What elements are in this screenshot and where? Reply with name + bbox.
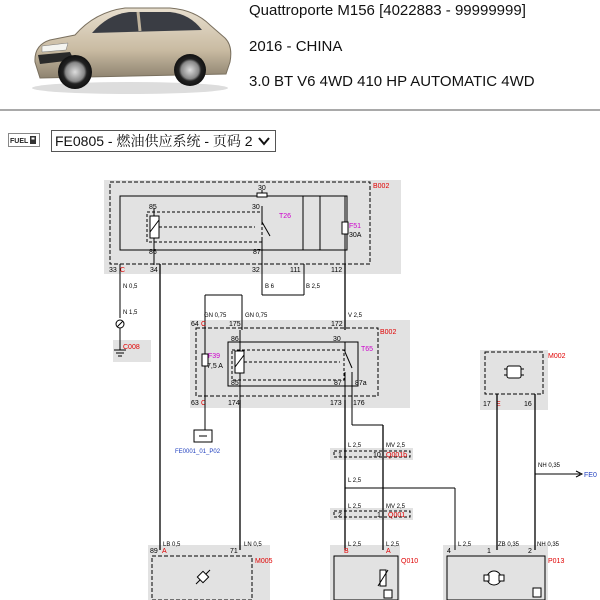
fuel-icon-label: FUEL	[10, 138, 29, 145]
m002-pin-16: 16	[524, 401, 532, 408]
b002-lower-area	[190, 320, 410, 408]
t26-pin-85: 85	[149, 204, 157, 211]
f51-rating: 30A	[349, 232, 362, 239]
f51-fuse	[342, 222, 348, 234]
fuel-level-icon	[384, 590, 392, 598]
vehicle-image	[30, 0, 235, 95]
b002-label: B002	[373, 183, 390, 190]
pin-33-c: C	[120, 267, 126, 274]
wire-l25-f: L 2,5	[458, 542, 472, 548]
t65-pin-87a: 87a	[355, 380, 367, 387]
t26-label: T26	[279, 213, 292, 220]
q001b-pin-1: 1	[338, 452, 342, 459]
page-selector-dropdown[interactable]	[51, 130, 276, 152]
q010-pin-b: B	[344, 548, 349, 555]
pin-34: 34	[150, 267, 158, 274]
vehicle-year-market-text: 2016 - CHINA	[249, 38, 343, 55]
wire-l25-e: L 2,5	[386, 542, 400, 548]
wire-gn075-b: GN 0,75	[245, 313, 268, 319]
m005-pin-89: 89	[150, 548, 158, 555]
t26-pin-30-top: 30	[258, 185, 266, 192]
p013-pin-1: 1	[487, 548, 491, 555]
t26-pin-87: 87	[253, 249, 261, 256]
t65-pin-30: 30	[333, 336, 341, 343]
header-divider	[0, 109, 600, 111]
vehicle-engine-text: 3.0 BT V6 4WD 410 HP AUTOMATIC 4WD	[249, 73, 535, 90]
chevron-down-icon	[257, 134, 271, 148]
c008-label: C008	[123, 344, 140, 351]
p013-pin-2: 2	[528, 548, 532, 555]
wire-l25-d: L 2,5	[348, 542, 362, 548]
t65-pin-86: 86	[231, 336, 239, 343]
q010-label: Q010	[401, 558, 419, 565]
q001b-pin-10: 10	[373, 452, 381, 459]
t65-pin-85: 85	[231, 380, 239, 387]
wire-gn075-a: GN 0,75	[204, 313, 227, 319]
pin-112: 112	[331, 267, 343, 274]
m005-pin-71: 71	[230, 548, 238, 555]
f39-label: F39	[208, 353, 221, 360]
pin-64: 64	[191, 321, 199, 328]
pin-172: 172	[331, 321, 343, 328]
m002-pin-17: 17	[483, 401, 491, 408]
pin-174: 174	[228, 400, 240, 407]
wire-zb035: ZB 0,35	[498, 542, 520, 548]
f51-label: F51	[349, 223, 362, 230]
wire-nh035-a: NH 0,35	[538, 463, 561, 469]
pin-111: 111	[290, 267, 301, 274]
pin-175: 175	[229, 321, 241, 328]
q001-pin-1: 1	[377, 512, 381, 519]
fe0001-link[interactable]: FE0001_01_P02	[175, 449, 221, 455]
wire-ln05: LN 0,5	[244, 542, 262, 548]
t26-pin-30: 30	[252, 204, 260, 211]
wire-nh035-b: NH 0,35	[537, 542, 560, 548]
m002-pin-17-e: E	[496, 401, 501, 408]
vehicle-model-text: Quattroporte M156 [4022883 - 99999999]	[249, 2, 526, 19]
fuel-system-icon	[8, 133, 40, 147]
t65-coil	[235, 351, 244, 373]
pin-64-c: C	[201, 321, 207, 328]
wire-lb05: LB 0,5	[163, 542, 181, 548]
b002-lower-label: B002	[380, 329, 397, 336]
t26-coil	[150, 216, 159, 238]
t65-label: T65	[361, 346, 374, 353]
pin-33: 33	[109, 267, 117, 274]
vehicle-header	[0, 0, 600, 110]
wire-mv25-a: MV 2,5	[386, 443, 406, 449]
m002-label: M002	[548, 353, 566, 360]
p013-pin-4: 4	[447, 548, 451, 555]
wire-n15: N 1,5	[123, 310, 138, 316]
wire-mv25-b: MV 2,5	[386, 504, 406, 510]
pin-173: 173	[330, 400, 342, 407]
wire-b6: B 6	[265, 284, 275, 290]
q001-pin-2: 2	[338, 512, 342, 519]
m005-label: M005	[255, 558, 273, 565]
page-selector-value: FE0805 - 燃油供应系统 - 页码 2	[55, 133, 253, 149]
q001b-label: Q001b	[386, 452, 408, 459]
q010-pin-a: A	[386, 548, 391, 555]
fe0-right-link[interactable]: FE0	[584, 472, 597, 479]
q001-label: Q001	[388, 512, 406, 519]
p013-fuel-icon	[533, 588, 541, 597]
pin-63-c: C	[201, 400, 207, 407]
pin-32: 32	[252, 267, 260, 274]
wire-l25-c: L 2,5	[348, 504, 362, 510]
m005-pin-89-a: A	[162, 548, 167, 555]
wire-l25-a: L 2,5	[348, 443, 362, 449]
wire-n05: N 0,5	[123, 284, 138, 290]
pin-176: 176	[353, 400, 365, 407]
t26-pin-86: 86	[149, 249, 157, 256]
wiring-diagram	[0, 165, 600, 600]
pin-63: 63	[191, 400, 199, 407]
m002-chip-icon	[507, 366, 521, 378]
p013-label: P013	[548, 558, 565, 565]
wire-v25: V 2,5	[348, 313, 363, 319]
wire-l25-b: L 2,5	[348, 478, 362, 484]
t65-pin-87: 87	[334, 380, 342, 387]
f39-rating: 7,5 A	[207, 363, 223, 370]
wire-b25: B 2,5	[306, 284, 321, 290]
